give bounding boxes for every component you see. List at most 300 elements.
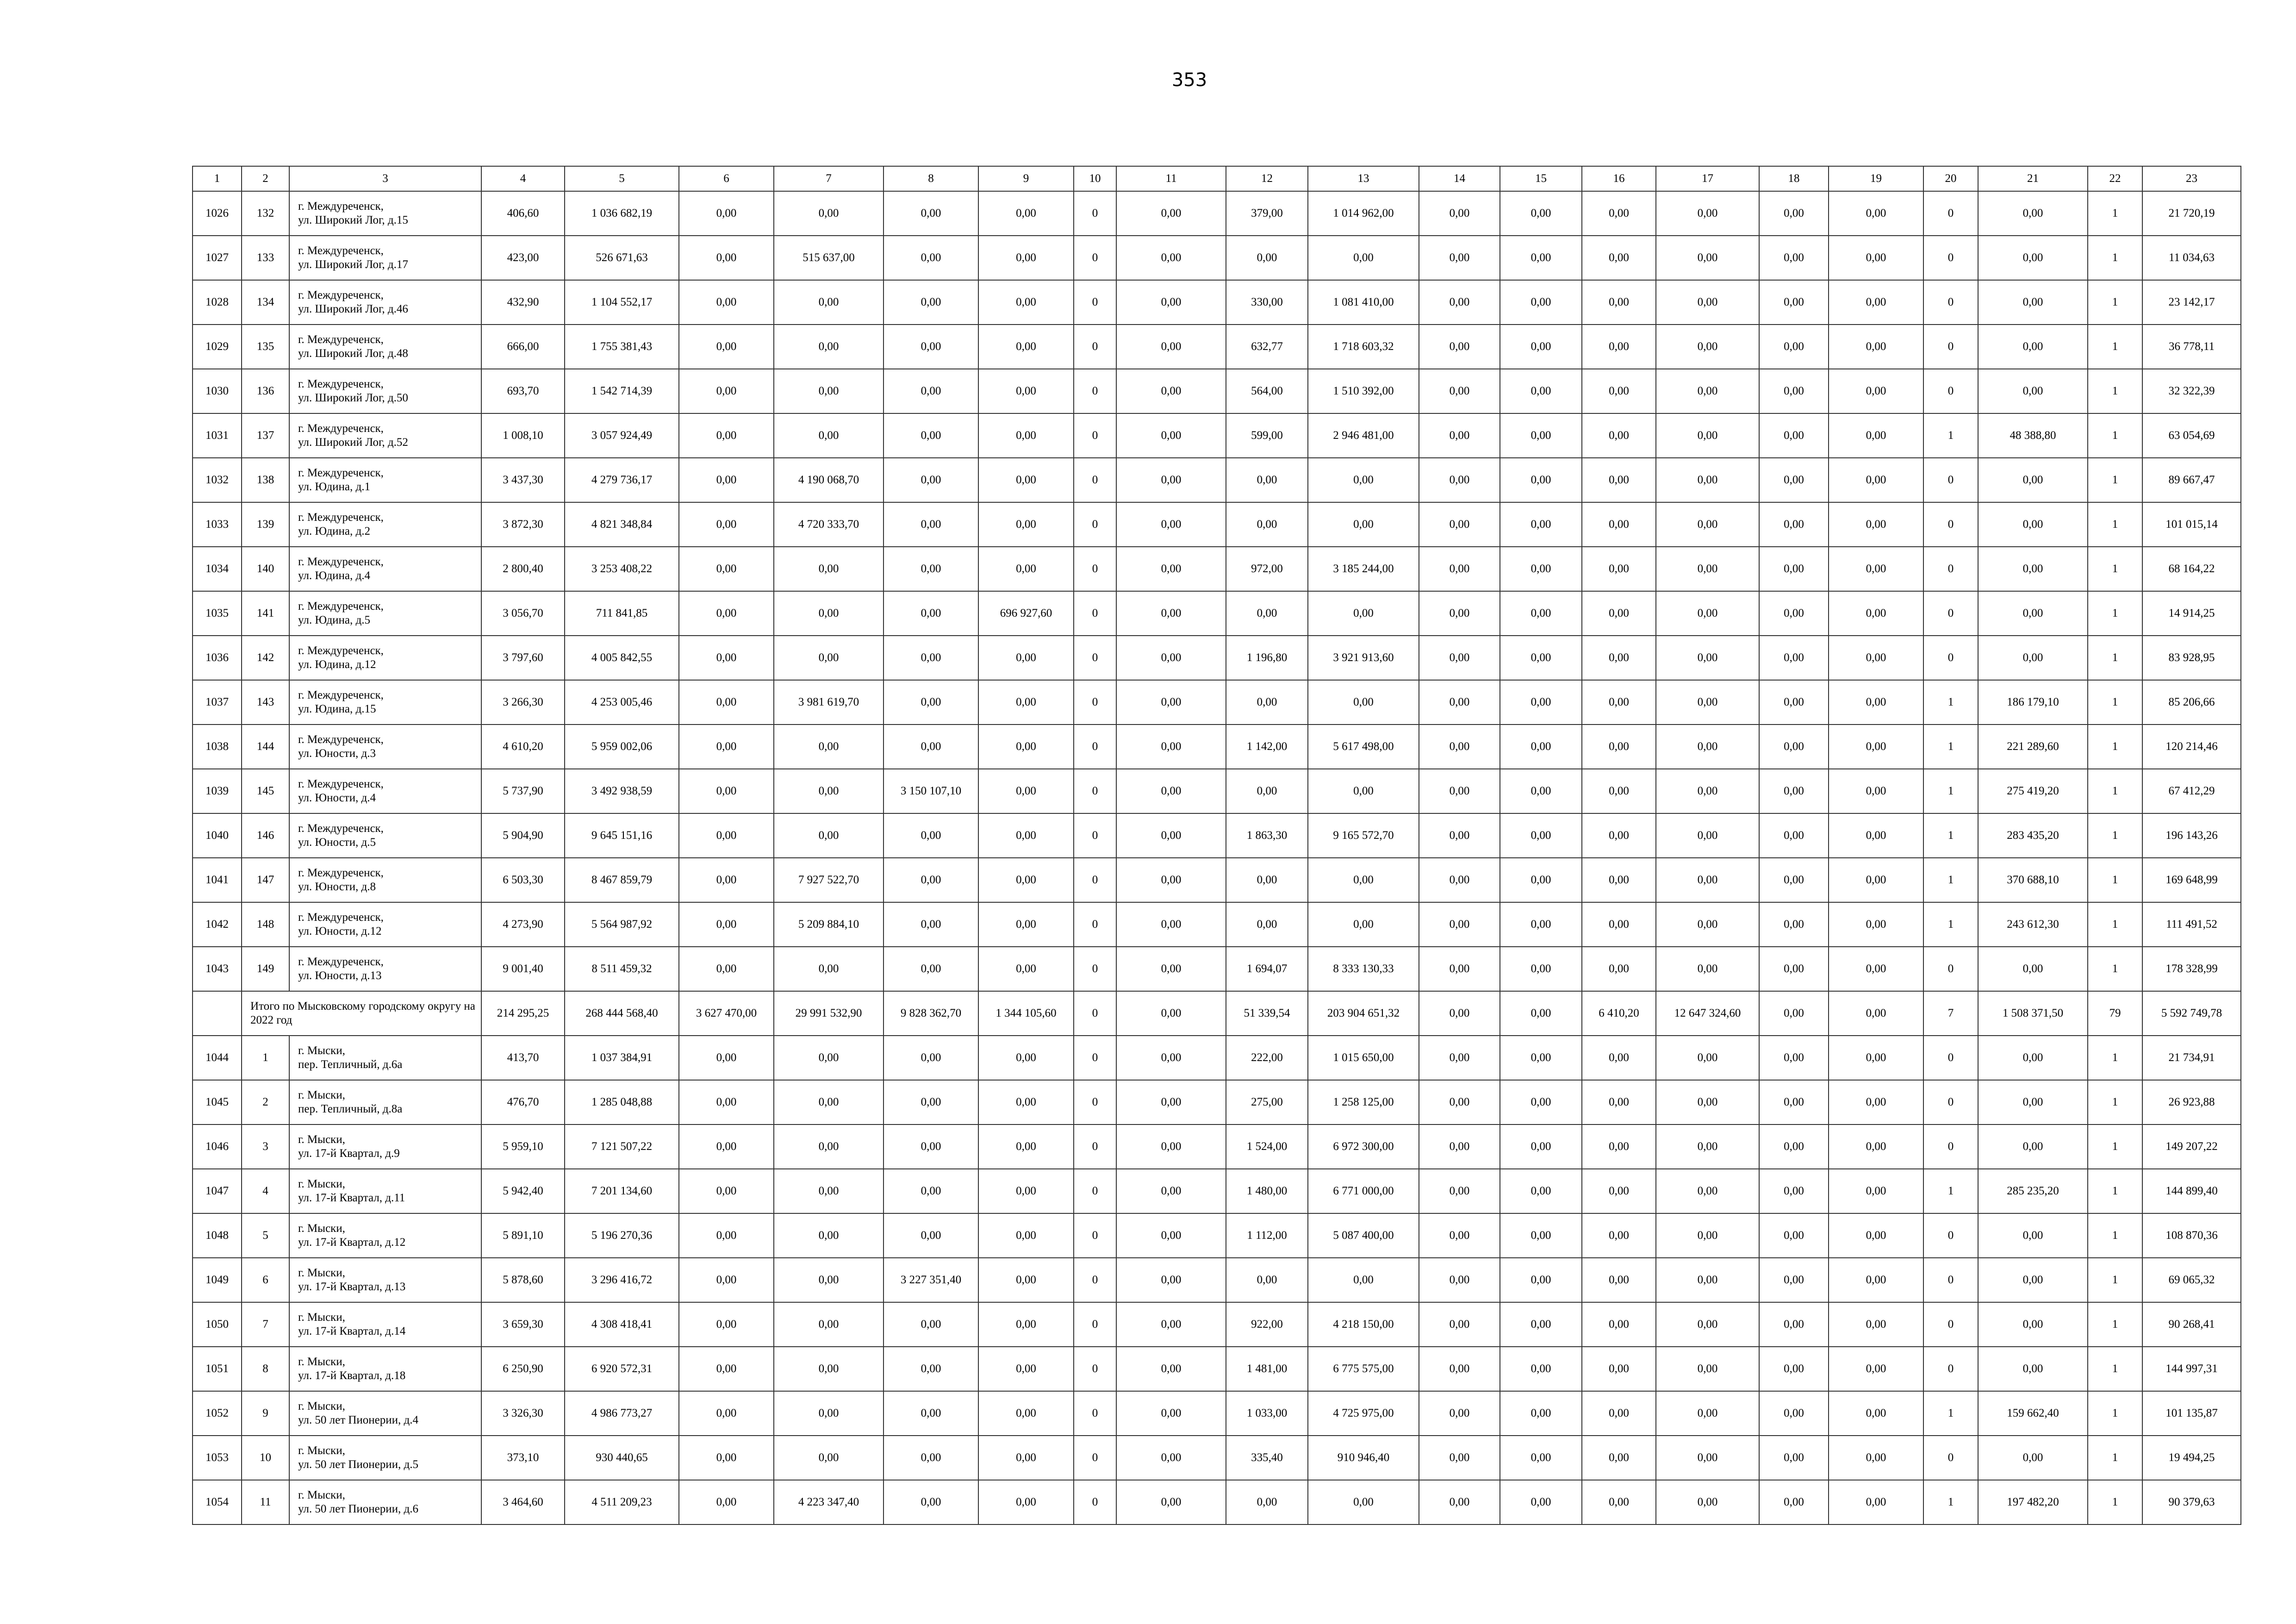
table-cell: 0,00 [1419,1213,1500,1258]
table-cell: 1 863,30 [1226,813,1308,858]
table-cell: 0,00 [1656,325,1759,369]
table-cell: 0,00 [1829,858,1923,902]
table-cell: 3 797,60 [481,636,565,680]
table-row [193,502,2241,547]
table-cell: 0,00 [1759,458,1829,502]
table-cell: 711 841,85 [565,591,679,636]
table-cell: 0,00 [1419,1036,1500,1080]
table-cell: 0,00 [1978,1436,2088,1480]
table-cell: 0,00 [1500,1080,1582,1124]
address-cell [289,1480,481,1524]
table-cell: 0,00 [1759,369,1829,413]
total-cell: 0,00 [1759,991,1829,1036]
table-row [193,769,2241,813]
table-cell: 0 [1074,1124,1116,1169]
address-city: г. Мыски, [298,1089,345,1101]
table-cell: 0 [1074,902,1116,947]
table-cell: 63 054,69 [2142,413,2241,458]
table-cell: 1049 [193,1258,242,1302]
table-cell: 1032 [193,458,242,502]
table-cell: 0,00 [1978,636,2088,680]
address-street: ул. Юности, д.13 [298,969,382,982]
table-cell: 0,00 [1978,1124,2088,1169]
total-cell: 0 [1074,991,1116,1036]
table-cell: 0,00 [978,413,1074,458]
table-cell: 9 001,40 [481,947,565,991]
table-cell: 0 [1074,236,1116,280]
address-street: ул. Широкий Лог, д.52 [298,436,408,449]
table-cell: 1030 [193,369,242,413]
table-cell: 1051 [193,1347,242,1391]
table-cell: 0,00 [1500,1213,1582,1258]
table-cell: 0,00 [884,325,978,369]
table-cell: 0,00 [1419,325,1500,369]
table-cell: 0,00 [1419,769,1500,813]
column-header: 16 [1582,166,1656,191]
table-cell: 0,00 [1656,947,1759,991]
table-cell: 0,00 [1829,413,1923,458]
table-cell: 0,00 [884,1080,978,1124]
table-cell: 0,00 [679,1080,774,1124]
table-cell: 1 [2088,413,2142,458]
table-cell: 0,00 [1419,680,1500,725]
table-cell: 0,00 [1759,1169,1829,1213]
table-cell: 0,00 [1656,1036,1759,1080]
address-cell [289,547,481,591]
table-cell: 90 379,63 [2142,1480,2241,1524]
table-cell: 132 [242,191,289,236]
table-cell: 0,00 [978,1080,1074,1124]
table-cell: 0,00 [774,1213,884,1258]
table-cell: 4 218 150,00 [1308,1302,1419,1347]
table-cell: 0,00 [1226,858,1308,902]
table-cell: 0,00 [884,1213,978,1258]
total-cell: 203 904 651,32 [1308,991,1419,1036]
table-body [193,191,2241,1524]
table-cell: 0,00 [1582,191,1656,236]
table-cell: 666,00 [481,325,565,369]
table-cell: 3 150 107,10 [884,769,978,813]
total-cell: 12 647 324,60 [1656,991,1759,1036]
table-cell: 0,00 [774,1080,884,1124]
table-cell: 1 112,00 [1226,1213,1308,1258]
table-cell: 0,00 [1759,902,1829,947]
table-cell: 0,00 [1116,680,1226,725]
table-cell: 0,00 [884,1480,978,1524]
table-cell: 0,00 [978,1436,1074,1480]
table-cell: 6 250,90 [481,1347,565,1391]
total-row [193,991,2241,1036]
table-cell: 0 [1923,1213,1978,1258]
table-cell: 149 207,22 [2142,1124,2241,1169]
table-cell: 0,00 [884,369,978,413]
table-cell: 0,00 [884,458,978,502]
table-cell: 0,00 [884,1036,978,1080]
table-cell: 0 [1074,1436,1116,1480]
table-cell: 0,00 [1829,458,1923,502]
table-cell: 526 671,63 [565,236,679,280]
table-cell: 0,00 [1759,502,1829,547]
table-cell: 0,00 [884,1124,978,1169]
table-row [193,1258,2241,1302]
address-street: ул. Юдина, д.1 [298,481,370,493]
table-cell: 0,00 [978,547,1074,591]
table-cell: 0,00 [1829,280,1923,325]
table-cell: 0,00 [978,1302,1074,1347]
table-cell: 0,00 [978,369,1074,413]
address-city: г. Междуреченск, [298,778,384,790]
address-cell [289,280,481,325]
table-cell: 0,00 [1419,591,1500,636]
table-cell: 4 821 348,84 [565,502,679,547]
table-cell: 1039 [193,769,242,813]
address-cell [289,413,481,458]
table-cell: 0,00 [1500,680,1582,725]
table-cell: 0,00 [1116,1169,1226,1213]
table-cell: 0 [1923,1258,1978,1302]
table-cell: 0,00 [1656,458,1759,502]
table-cell: 6 503,30 [481,858,565,902]
table-cell: 0,00 [1116,458,1226,502]
table-cell: 0,00 [1656,902,1759,947]
table-cell: 0,00 [978,1213,1074,1258]
table-cell: 0 [1923,280,1978,325]
table-cell: 1 [1923,902,1978,947]
column-header: 19 [1829,166,1923,191]
table-cell: 0,00 [1116,1258,1226,1302]
table-cell: 0,00 [1226,236,1308,280]
table-cell: 0,00 [1759,1258,1829,1302]
table-cell: 4 610,20 [481,725,565,769]
address-city: г. Мыски, [298,1133,345,1146]
table-cell: 0,00 [1759,413,1829,458]
table-cell: 143 [242,680,289,725]
column-header: 23 [2142,166,2241,191]
table-cell: 0,00 [679,1213,774,1258]
table-cell: 0,00 [1759,236,1829,280]
address-street: ул. Широкий Лог, д.15 [298,214,408,226]
table-cell: 0,00 [1419,813,1500,858]
table-cell: 0,00 [1500,1347,1582,1391]
table-cell: 0,00 [1978,1258,2088,1302]
table-cell: 2 946 481,00 [1308,413,1419,458]
table-cell: 0,00 [1759,947,1829,991]
table-cell: 0,00 [1829,591,1923,636]
table-cell: 0,00 [1116,769,1226,813]
table-cell: 7 927 522,70 [774,858,884,902]
table-cell: 0,00 [1759,1480,1829,1524]
table-cell: 0,00 [1419,547,1500,591]
table-cell: 1 [2088,1436,2142,1480]
table-cell: 0,00 [1759,1302,1829,1347]
table-cell: 2 800,40 [481,547,565,591]
table-cell: 0,00 [1582,858,1656,902]
table-cell: 0,00 [978,191,1074,236]
table-cell: 0,00 [1116,369,1226,413]
table-cell: 0,00 [774,813,884,858]
table-cell: 0,00 [1829,1080,1923,1124]
table-cell: 1 510 392,00 [1308,369,1419,413]
table-cell: 0,00 [1656,1391,1759,1436]
table-cell: 144 997,31 [2142,1347,2241,1391]
table-cell: 0 [1074,1169,1116,1213]
table-cell: 1 [2088,547,2142,591]
table-cell: 4 279 736,17 [565,458,679,502]
table-cell: 0,00 [1419,725,1500,769]
table-cell: 243 612,30 [1978,902,2088,947]
table-cell: 0 [1074,502,1116,547]
table-cell: 0,00 [1978,369,2088,413]
table-cell: 0,00 [1759,280,1829,325]
table-cell: 0,00 [1656,1213,1759,1258]
table-cell: 1 [2088,725,2142,769]
table-cell: 0,00 [884,1391,978,1436]
table-cell: 0,00 [884,591,978,636]
table-cell: 0 [1923,1347,1978,1391]
table-cell: 0,00 [978,280,1074,325]
table-cell: 0,00 [1500,1258,1582,1302]
table-cell: 0,00 [1500,1391,1582,1436]
table-cell: 1 [2088,1080,2142,1124]
address-cell [289,1124,481,1169]
table-cell: 83 928,95 [2142,636,2241,680]
table-cell: 4 725 975,00 [1308,1391,1419,1436]
table-cell: 0,00 [1116,902,1226,947]
table-cell: 8 [242,1347,289,1391]
table-cell: 1 [1923,858,1978,902]
table-cell: 6 920 572,31 [565,1347,679,1391]
table-cell: 0,00 [1656,1436,1759,1480]
total-cell: 79 [2088,991,2142,1036]
table-cell: 0,00 [679,325,774,369]
table-cell: 0,00 [1116,1213,1226,1258]
table-row [193,858,2241,902]
table-cell: 10 [242,1436,289,1480]
table-cell: 0,00 [679,413,774,458]
address-city: г. Междуреченск, [298,733,384,746]
table-cell: 0,00 [774,191,884,236]
table-cell: 0,00 [1656,369,1759,413]
table-cell: 0,00 [1419,413,1500,458]
table-cell: 0,00 [1829,636,1923,680]
table-cell: 0,00 [1500,413,1582,458]
table-cell: 0,00 [1500,191,1582,236]
table-cell: 1046 [193,1124,242,1169]
table-cell: 111 491,52 [2142,902,2241,947]
table-cell: 1047 [193,1169,242,1213]
table-cell: 1 142,00 [1226,725,1308,769]
table-cell: 0,00 [1759,725,1829,769]
table-cell: 0,00 [1500,1169,1582,1213]
table-cell: 1 [2088,1213,2142,1258]
column-header: 4 [481,166,565,191]
table-cell: 0,00 [1759,191,1829,236]
table-row [193,813,2241,858]
table-cell: 120 214,46 [2142,725,2241,769]
table-cell: 0,00 [1116,325,1226,369]
table-cell: 1034 [193,547,242,591]
table-cell: 1 285 048,88 [565,1080,679,1124]
table-cell: 1 [2088,1124,2142,1169]
table-cell: 0,00 [1419,502,1500,547]
table-cell: 0,00 [1308,458,1419,502]
table-cell: 0,00 [774,1347,884,1391]
address-street: ул. 50 лет Пионерии, д.5 [298,1458,419,1471]
table-cell: 186 179,10 [1978,680,2088,725]
table-cell: 0,00 [1829,502,1923,547]
address-cell [289,902,481,947]
table-cell: 0,00 [774,280,884,325]
table-cell: 0,00 [1656,413,1759,458]
table-cell: 0,00 [1582,547,1656,591]
table-cell: 0,00 [1656,858,1759,902]
table-cell: 144 899,40 [2142,1169,2241,1213]
table-cell: 0,00 [1829,1124,1923,1169]
address-street: ул. Юности, д.4 [298,792,376,804]
table-cell: 1 524,00 [1226,1124,1308,1169]
table-cell: 178 328,99 [2142,947,2241,991]
table-cell: 1 036 682,19 [565,191,679,236]
table-cell: 1027 [193,236,242,280]
table-cell: 138 [242,458,289,502]
table-cell: 23 142,17 [2142,280,2241,325]
address-city: г. Междуреченск, [298,200,384,212]
table-cell: 0,00 [1759,858,1829,902]
table-cell: 0,00 [978,1124,1074,1169]
table-cell: 3 185 244,00 [1308,547,1419,591]
table-cell: 0,00 [774,413,884,458]
table-cell: 0,00 [1116,1080,1226,1124]
table-cell: 0,00 [1582,236,1656,280]
table-cell: 0,00 [679,1036,774,1080]
table-cell: 0,00 [1226,502,1308,547]
table-cell: 0,00 [1582,1036,1656,1080]
table-cell: 0,00 [1419,858,1500,902]
table-cell: 0,00 [978,636,1074,680]
table-cell: 1052 [193,1391,242,1436]
table-row [193,1213,2241,1258]
total-cell: 0,00 [1829,991,1923,1036]
table-cell: 0,00 [1419,236,1500,280]
address-cell [289,1258,481,1302]
total-cell: 51 339,54 [1226,991,1308,1036]
table-row [193,1391,2241,1436]
table-cell: 0,00 [884,236,978,280]
table-cell: 0,00 [1419,1258,1500,1302]
table-cell: 0,00 [1116,191,1226,236]
table-cell: 0,00 [1978,236,2088,280]
table-cell: 0,00 [1500,458,1582,502]
table-cell: 330,00 [1226,280,1308,325]
address-cell [289,1036,481,1080]
table-cell: 1038 [193,725,242,769]
table-cell: 413,70 [481,1036,565,1080]
column-header: 14 [1419,166,1500,191]
table-cell: 1053 [193,1436,242,1480]
table-cell: 1 081 410,00 [1308,280,1419,325]
address-city: г. Междуреченск, [298,689,384,701]
table-cell: 4 005 842,55 [565,636,679,680]
address-street: ул. Юдина, д.15 [298,703,376,715]
table-cell: 910 946,40 [1308,1436,1419,1480]
column-header: 20 [1923,166,1978,191]
table-cell: 0,00 [884,636,978,680]
table-row [193,1347,2241,1391]
table-cell: 0 [1074,636,1116,680]
table-cell: 8 511 459,32 [565,947,679,991]
total-cell: 7 [1923,991,1978,1036]
address-city: г. Междуреченск, [298,644,384,657]
total-cell: 0,00 [1419,991,1500,1036]
address-street: ул. 17-й Квартал, д.13 [298,1280,406,1293]
table-row [193,458,2241,502]
table-cell: 4 511 209,23 [565,1480,679,1524]
table-cell: 0 [1923,458,1978,502]
table-cell: 0,00 [1656,502,1759,547]
table-cell: 0,00 [774,1258,884,1302]
table-cell: 693,70 [481,369,565,413]
address-street: ул. Юности, д.5 [298,836,376,849]
table-cell: 1 [2088,591,2142,636]
table-cell: 135 [242,325,289,369]
table-cell: 0,00 [1829,236,1923,280]
table-cell: 5 087 400,00 [1308,1213,1419,1258]
table-cell: 0,00 [1656,191,1759,236]
address-city: г. Мыски, [298,1355,345,1368]
table-cell: 1 196,80 [1226,636,1308,680]
table-cell: 0,00 [1419,1124,1500,1169]
table-cell: 0,00 [1829,547,1923,591]
table-cell: 3 [242,1124,289,1169]
table-row [193,725,2241,769]
table-cell: 0,00 [679,725,774,769]
table-cell: 0,00 [1978,1213,2088,1258]
table-cell: 0,00 [1308,680,1419,725]
table-cell: 1 718 603,32 [1308,325,1419,369]
table-cell: 0,00 [1759,547,1829,591]
table-cell: 0,00 [679,1480,774,1524]
table-cell: 275,00 [1226,1080,1308,1124]
table-cell: 0,00 [679,369,774,413]
table-cell: 0,00 [1116,1124,1226,1169]
table-cell: 0 [1074,191,1116,236]
table-cell: 0,00 [1226,1480,1308,1524]
address-city: г. Междуреченск, [298,556,384,568]
table-cell: 0,00 [1582,1124,1656,1169]
table-cell: 0,00 [679,858,774,902]
table-cell: 0,00 [774,725,884,769]
address-cell [289,1347,481,1391]
table-cell: 3 266,30 [481,680,565,725]
table-row [193,591,2241,636]
table-cell: 1033 [193,502,242,547]
table-cell: 0,00 [679,1391,774,1436]
table-cell: 1050 [193,1302,242,1347]
table-cell: 1 [2088,1258,2142,1302]
table-cell: 0 [1923,1124,1978,1169]
table-cell: 149 [242,947,289,991]
table-cell: 335,40 [1226,1436,1308,1480]
table-cell: 0,00 [1419,280,1500,325]
table-cell: 1 [2088,369,2142,413]
table-cell: 1031 [193,413,242,458]
address-cell [289,769,481,813]
table-cell: 0,00 [978,813,1074,858]
table-cell: 0,00 [978,325,1074,369]
table-cell: 0,00 [774,769,884,813]
table-cell: 0,00 [1582,369,1656,413]
table-cell: 7 121 507,22 [565,1124,679,1169]
